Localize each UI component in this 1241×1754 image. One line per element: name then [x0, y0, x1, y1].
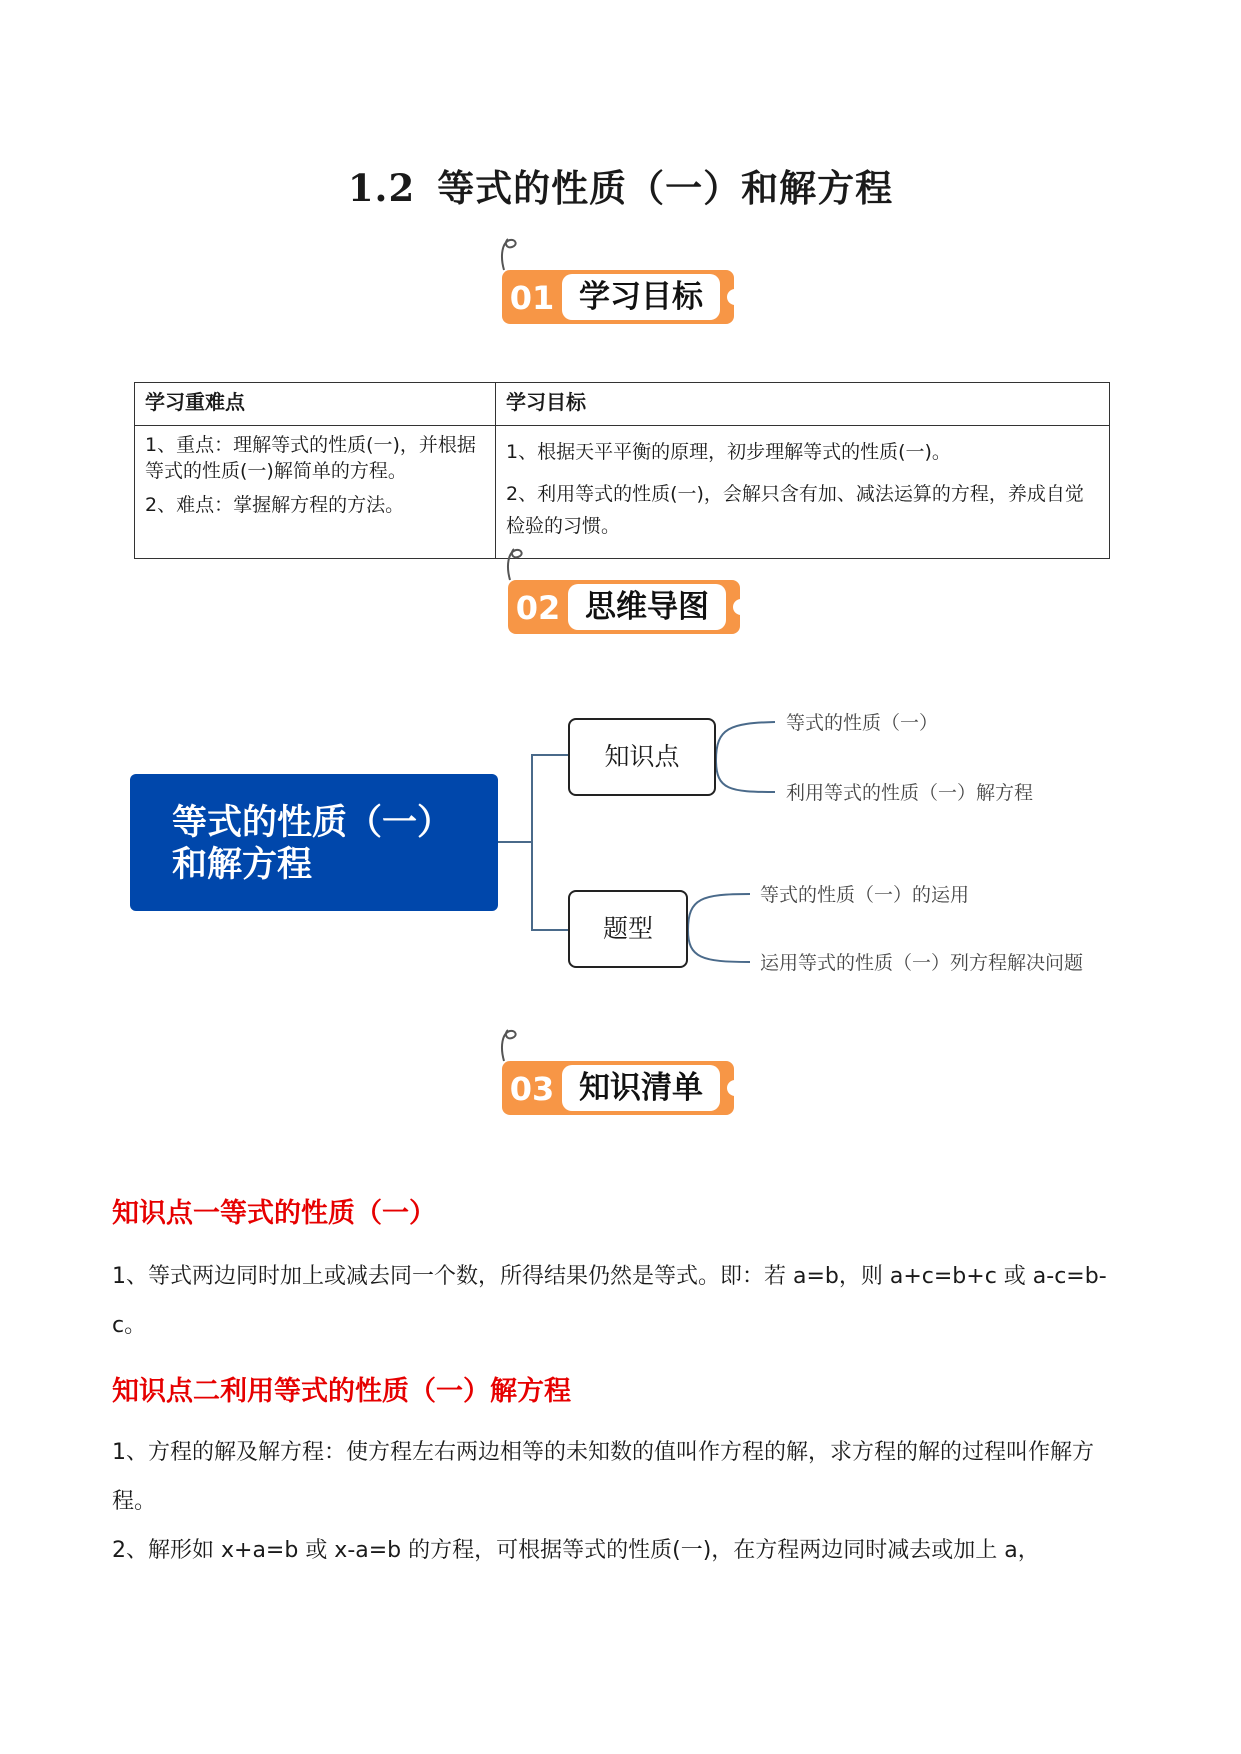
- paragraph: 1、等式两边同时加上或减去同一个数，所得结果仍然是等式。即：若 a=b，则 a+c=b+c 或 a-c=b-c。: [112, 1264, 1107, 1338]
- goals-table: 学习重难点 学习目标 1、重点：理解等式的性质(一)，并根据等式的性质(一)解简单的方程。 2、难点：掌握解方程的方法。 1、根据天平平衡的原理，初步理解等式的性质(一)。 2、利用等式的性质(一)，会解只含有加、减法运算的方程，养成自觉检验的习惯。: [134, 382, 1110, 559]
- knowledge-heading-2: 知识点二利用等式的性质（一）解方程: [112, 1376, 571, 1407]
- paragraph: 2、解形如 x+a=b 或 x-a=b 的方程，可根据等式的性质(一)，在方程两边同时减去或加上 a，: [112, 1538, 1040, 1563]
- page-title: 1.2 等式的性质（一）和解方程: [347, 166, 894, 210]
- paragraph: 1、方程的解及解方程：使方程左右两边相等的未知数的值叫作方程的解，求方程的解的过程叫作解方程。: [112, 1440, 1095, 1514]
- mindmap-leaf: 等式的性质（一）的运用: [760, 884, 970, 906]
- knowledge-heading-1: 知识点一等式的性质（一）: [112, 1198, 436, 1229]
- section-badge-mindmap: 02 思维导图: [504, 574, 744, 638]
- key-points-cell: 1、重点：理解等式的性质(一)，并根据等式的性质(一)解简单的方程。 2、难点：掌握解方程的方法。: [135, 426, 496, 559]
- section-badge-knowledge: 03 知识清单: [498, 1055, 738, 1119]
- mindmap-leaf: 利用等式的性质（一）解方程: [786, 782, 1034, 804]
- goals-cell: 1、根据天平平衡的原理，初步理解等式的性质(一)。 2、利用等式的性质(一)，会解只含有加、减法运算的方程，养成自觉检验的习惯。: [496, 426, 1110, 559]
- mindmap-node-knowledge: 知识点: [568, 718, 716, 796]
- mindmap-node-question-types: 题型: [568, 890, 688, 968]
- pin-icon: [498, 1027, 520, 1063]
- mindmap-leaf: 等式的性质（一）: [786, 712, 939, 734]
- mindmap-root: 等式的性质（一） 和解方程: [130, 774, 498, 911]
- mindmap-leaf: 运用等式的性质（一）列方程解决问题: [760, 952, 1084, 974]
- section-badge-goals: 01 学习目标: [498, 264, 738, 328]
